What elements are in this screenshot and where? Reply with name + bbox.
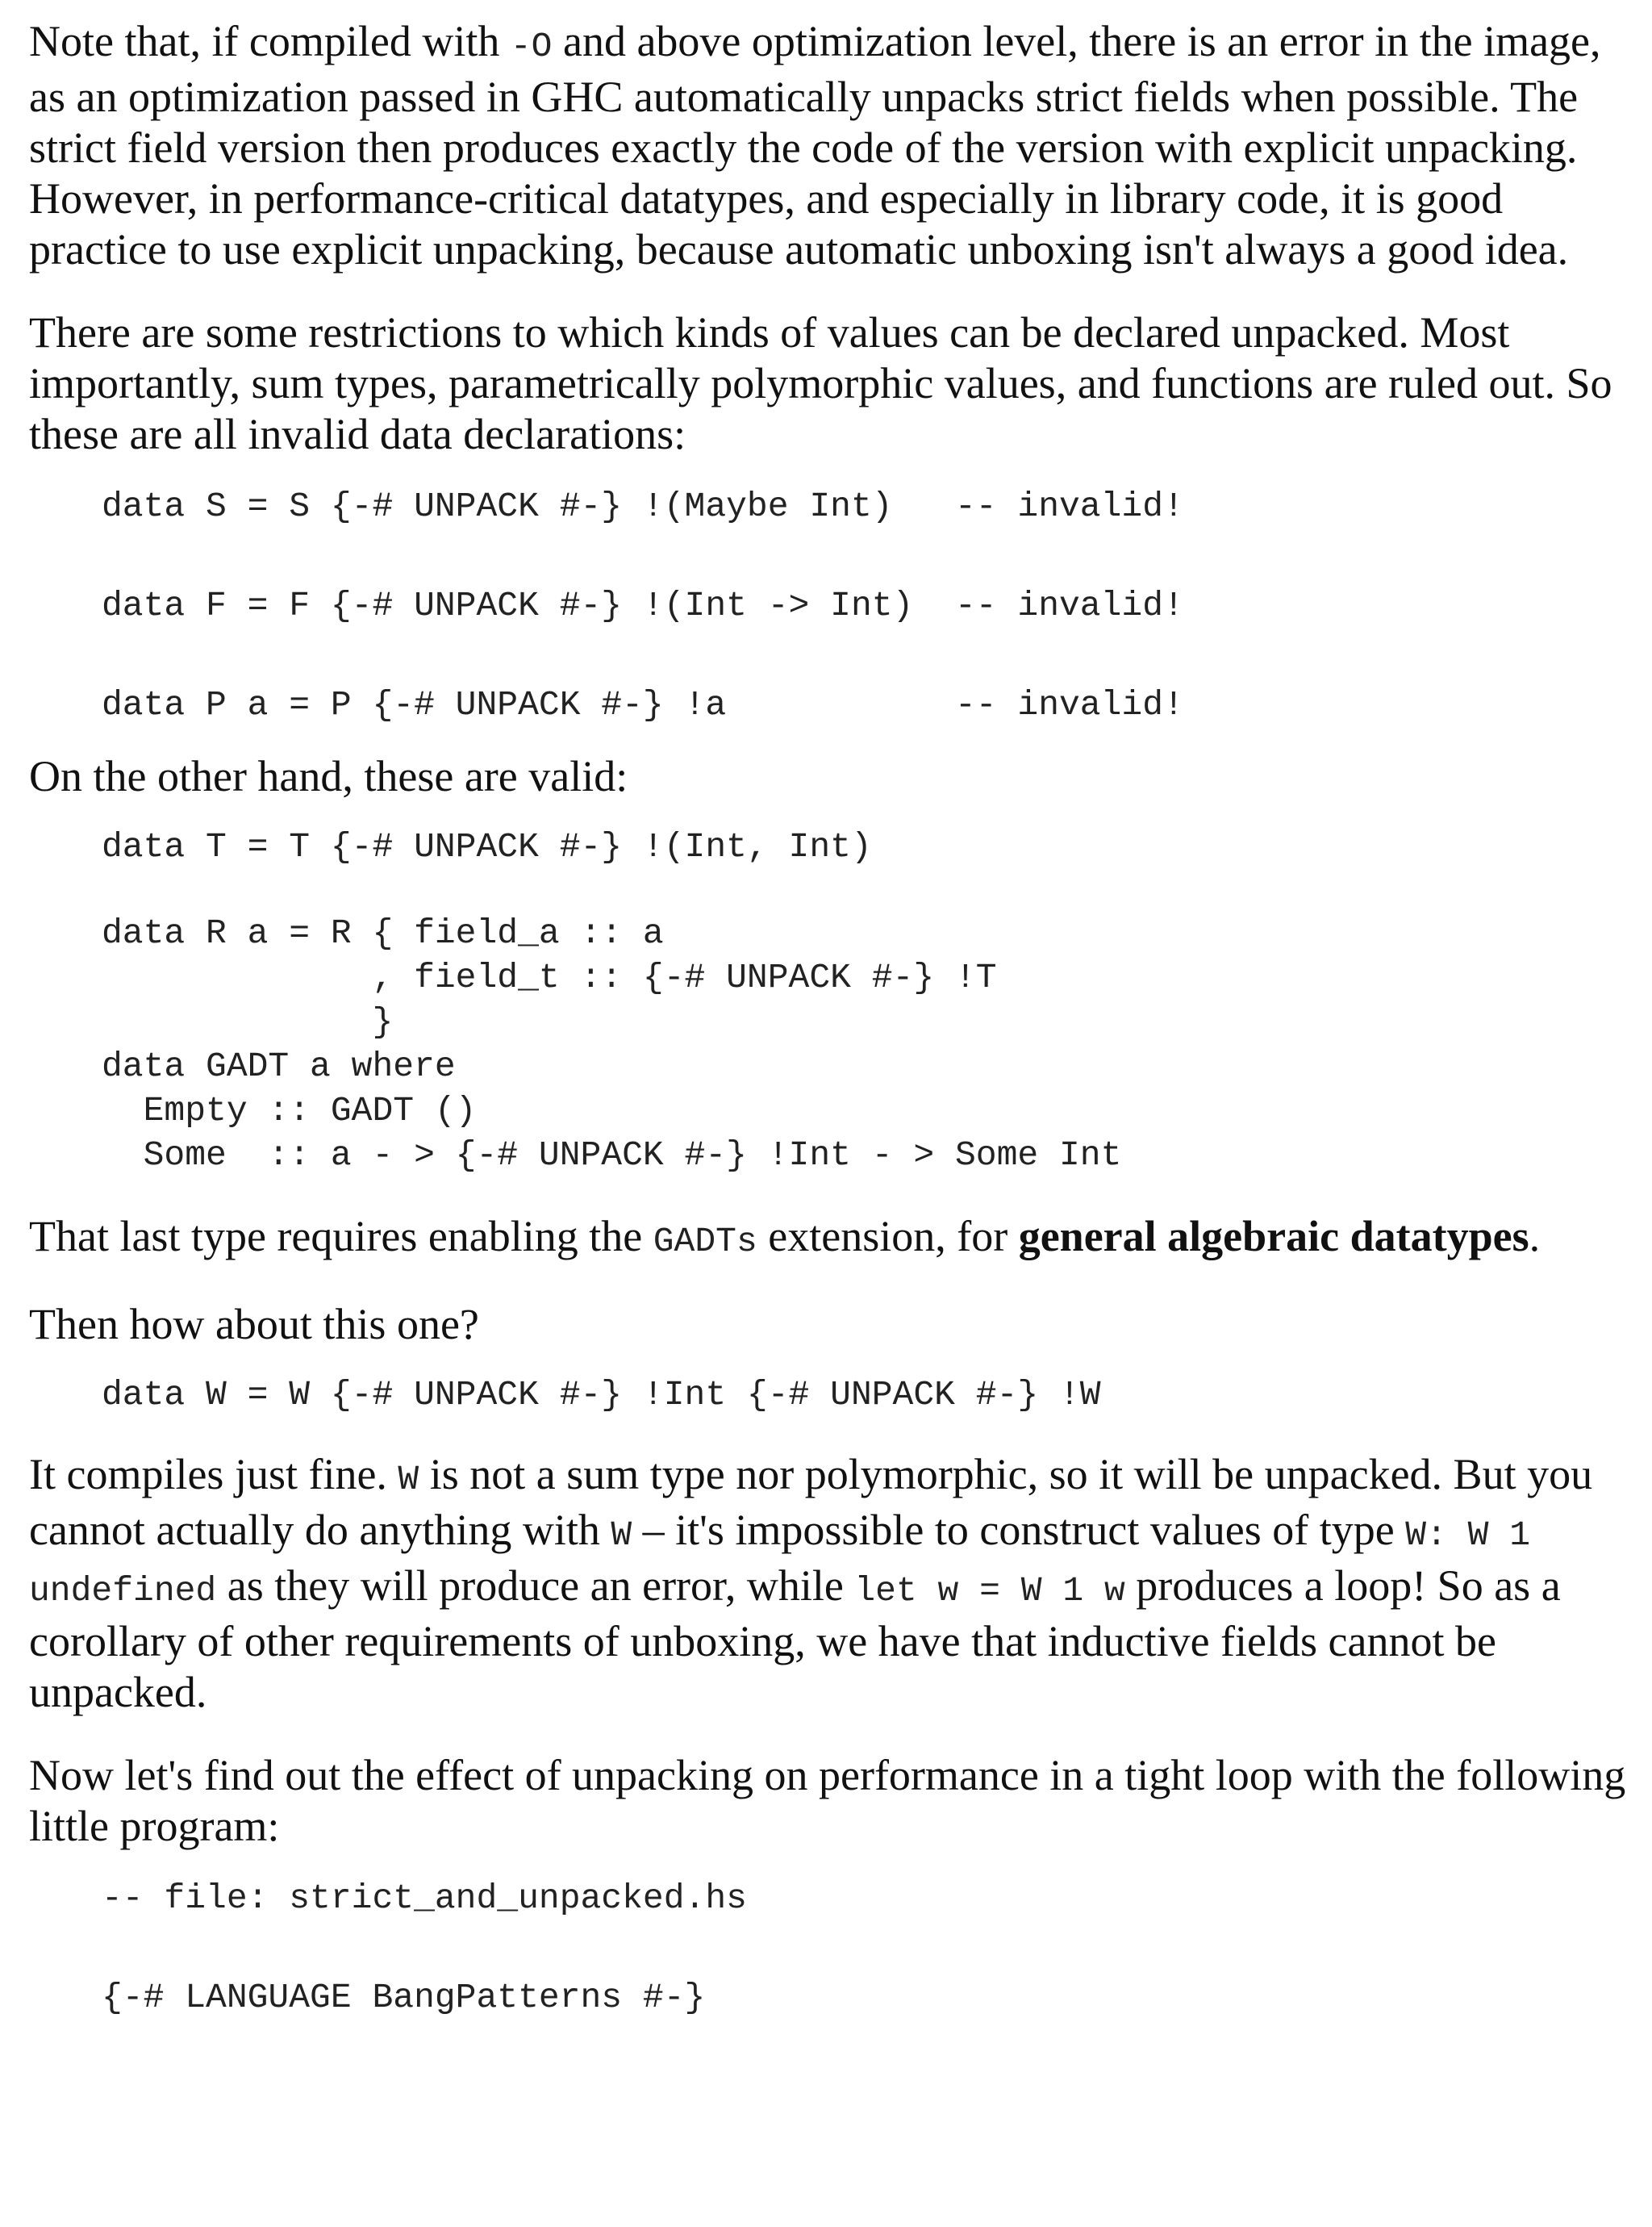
code-invalid-f: data F = F {-# UNPACK #-} !(Int -> Int) -- invalid!: [102, 586, 1184, 625]
inline-code: W: W 1 undefined: [29, 1515, 1531, 1611]
paragraph-question: Then how about this one?: [29, 1300, 479, 1348]
paragraph-optimization-note: Note that, if compiled with -O and above optimization level, there is an error in the image, as an optimization passed in GHC automatically unpacks strict fields when possible. The strict field version then produces exactly the code of the version with explicit unpacking. However, in performance-critical datatypes, and especially in library code, it is good practice to use explicit unpacking, because automatic unboxing isn't always a good idea.: [29, 17, 1601, 274]
paragraph-performance-intro: Now let's find out the effect of unpacking on performance in a tight loop with the following little program:: [29, 1751, 1626, 1850]
code-invalid-s: data S = S {-# UNPACK #-} !(Maybe Int) -- invalid!: [102, 487, 1184, 526]
inline-code: W: [398, 1460, 419, 1499]
inline-code: -O: [510, 27, 553, 66]
code-language-pragma: {-# LANGUAGE BangPatterns #-}: [102, 1978, 706, 2017]
code-file-comment: -- file: strict_and_unpacked.hs: [102, 1878, 747, 1918]
paragraph-gadts-note: That last type requires enabling the GADTs extension, for general algebraic datatypes.: [29, 1212, 1541, 1261]
code-valid-r-gadt: data R a = R { field_a :: a , field_t :: {-# UNPACK #-} !T } data GADT a where Empty :: GADT () Some :: a - > {-# UNPACK #-} !Int - > Some Int: [102, 913, 1122, 1175]
paragraph-w-explanation: It compiles just fine. W is not a sum type nor polymorphic, so it will be unpacked. But you cannot actually do anything with W – it's impossible to construct values of type W: W 1 undefined as they will produce an error, while let w = W 1 w produces a loop! So as a corollary of other requirements of unboxing, we have that inductive fields cannot be unpacked.: [29, 1450, 1593, 1716]
document-page: [29, 16, 1634, 2020]
inline-code: GADTs: [653, 1222, 757, 1261]
paragraph-valid-intro: On the other hand, these are valid:: [29, 752, 628, 800]
code-invalid-p: data P a = P {-# UNPACK #-} !a -- invalid!: [102, 685, 1184, 725]
bold-term: general algebraic datatypes: [1018, 1212, 1529, 1260]
inline-code: W: [611, 1515, 632, 1555]
code-valid-t: data T = T {-# UNPACK #-} !(Int, Int): [102, 827, 872, 867]
inline-code: let w = W 1 w: [854, 1571, 1125, 1611]
paragraph-unpack-restrictions: There are some restrictions to which kinds of values can be declared unpacked. Most importantly, sum types, parametrically polymorphic values, and functions are ruled out. So these are all invalid data declarations:: [29, 308, 1612, 458]
code-decl-w: data W = W {-# UNPACK #-} !Int {-# UNPACK #-} !W: [102, 1375, 1101, 1414]
